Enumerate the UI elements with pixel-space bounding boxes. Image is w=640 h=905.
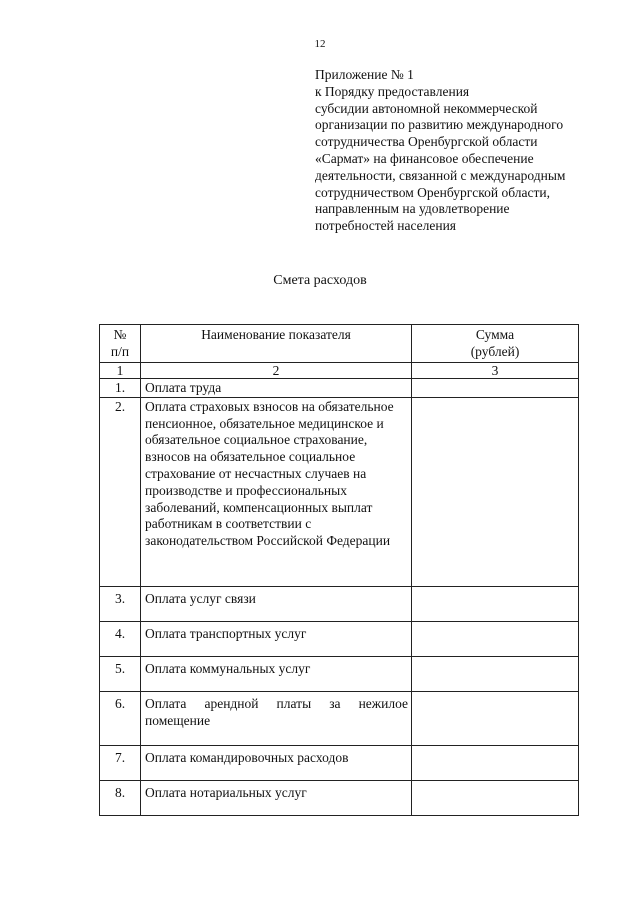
row-number: 7. — [100, 745, 141, 780]
appendix-line: к Порядку предоставления — [315, 83, 470, 99]
row-name: Оплата коммунальных услуг — [141, 656, 412, 691]
appendix-line: Приложение № 1 — [315, 67, 414, 82]
page-number: 12 — [314, 38, 326, 50]
row-number: 4. — [100, 621, 141, 656]
table-row — [100, 780, 579, 815]
appendix-line: направленным на удовлетворение — [315, 201, 510, 217]
appendix-line: «Сармат» на финансовое обеспечение — [315, 150, 534, 166]
appendix-line: субсидии автономной некоммерческой — [315, 100, 538, 116]
row-name: Оплата арендной платы за нежилое помещение — [141, 691, 412, 745]
row-sum — [412, 780, 579, 815]
table-row — [100, 621, 579, 656]
appendix-line: сотрудничества Оренбургской области — [315, 134, 538, 150]
table-row — [100, 691, 579, 745]
row-number: 2. — [100, 397, 141, 586]
row-sum — [412, 745, 579, 780]
row-name: Оплата командировочных расходов — [141, 745, 412, 780]
row-sum — [412, 621, 579, 656]
row-name: Оплата страховых взносов на обязательное пенсионное, обязательное медицинское и обязательное социальное страхование, взносов на обязательное социальное страхование от несчастных случаев на производстве и профессиональных заболеваний, компенсационных выплат работникам в соответствии с законодательством Российской Федерации — [141, 397, 412, 586]
header-num: № п/п — [100, 325, 141, 363]
column-number: 3 — [412, 363, 579, 379]
row-sum — [412, 586, 579, 621]
document-title: Смета расходов — [273, 273, 367, 288]
row-number: 8. — [100, 780, 141, 815]
row-number: 6. — [100, 691, 141, 745]
row-name: Оплата труда — [141, 379, 412, 398]
table-row — [100, 656, 579, 691]
row-name: Оплата нотариальных услуг — [141, 780, 412, 815]
appendix-line: сотрудничеством Оренбургской области, — [315, 184, 550, 200]
column-number: 1 — [100, 363, 141, 379]
appendix-line: деятельности, связанной с международным — [315, 167, 566, 183]
column-number-row — [100, 363, 579, 379]
table-row — [100, 379, 579, 398]
appendix-line: организации по развитию международного — [315, 117, 564, 133]
column-number: 2 — [141, 363, 412, 379]
row-sum — [412, 656, 579, 691]
row-number: 3. — [100, 586, 141, 621]
header-name: Наименование показателя — [141, 325, 412, 363]
header-sum: Сумма (рублей) — [412, 325, 579, 363]
row-sum — [412, 397, 579, 586]
row-name: Оплата услуг связи — [141, 586, 412, 621]
table-row — [100, 397, 579, 586]
row-name: Оплата транспортных услуг — [141, 621, 412, 656]
row-sum — [412, 691, 579, 745]
appendix-line: потребностей населения — [315, 218, 457, 234]
table-row — [100, 745, 579, 780]
expense-estimate-table — [99, 324, 579, 816]
row-number: 1. — [100, 379, 141, 398]
row-number: 5. — [100, 656, 141, 691]
row-sum — [412, 379, 579, 398]
table-header-row — [100, 325, 579, 363]
appendix-block — [315, 67, 615, 235]
table-row — [100, 586, 579, 621]
